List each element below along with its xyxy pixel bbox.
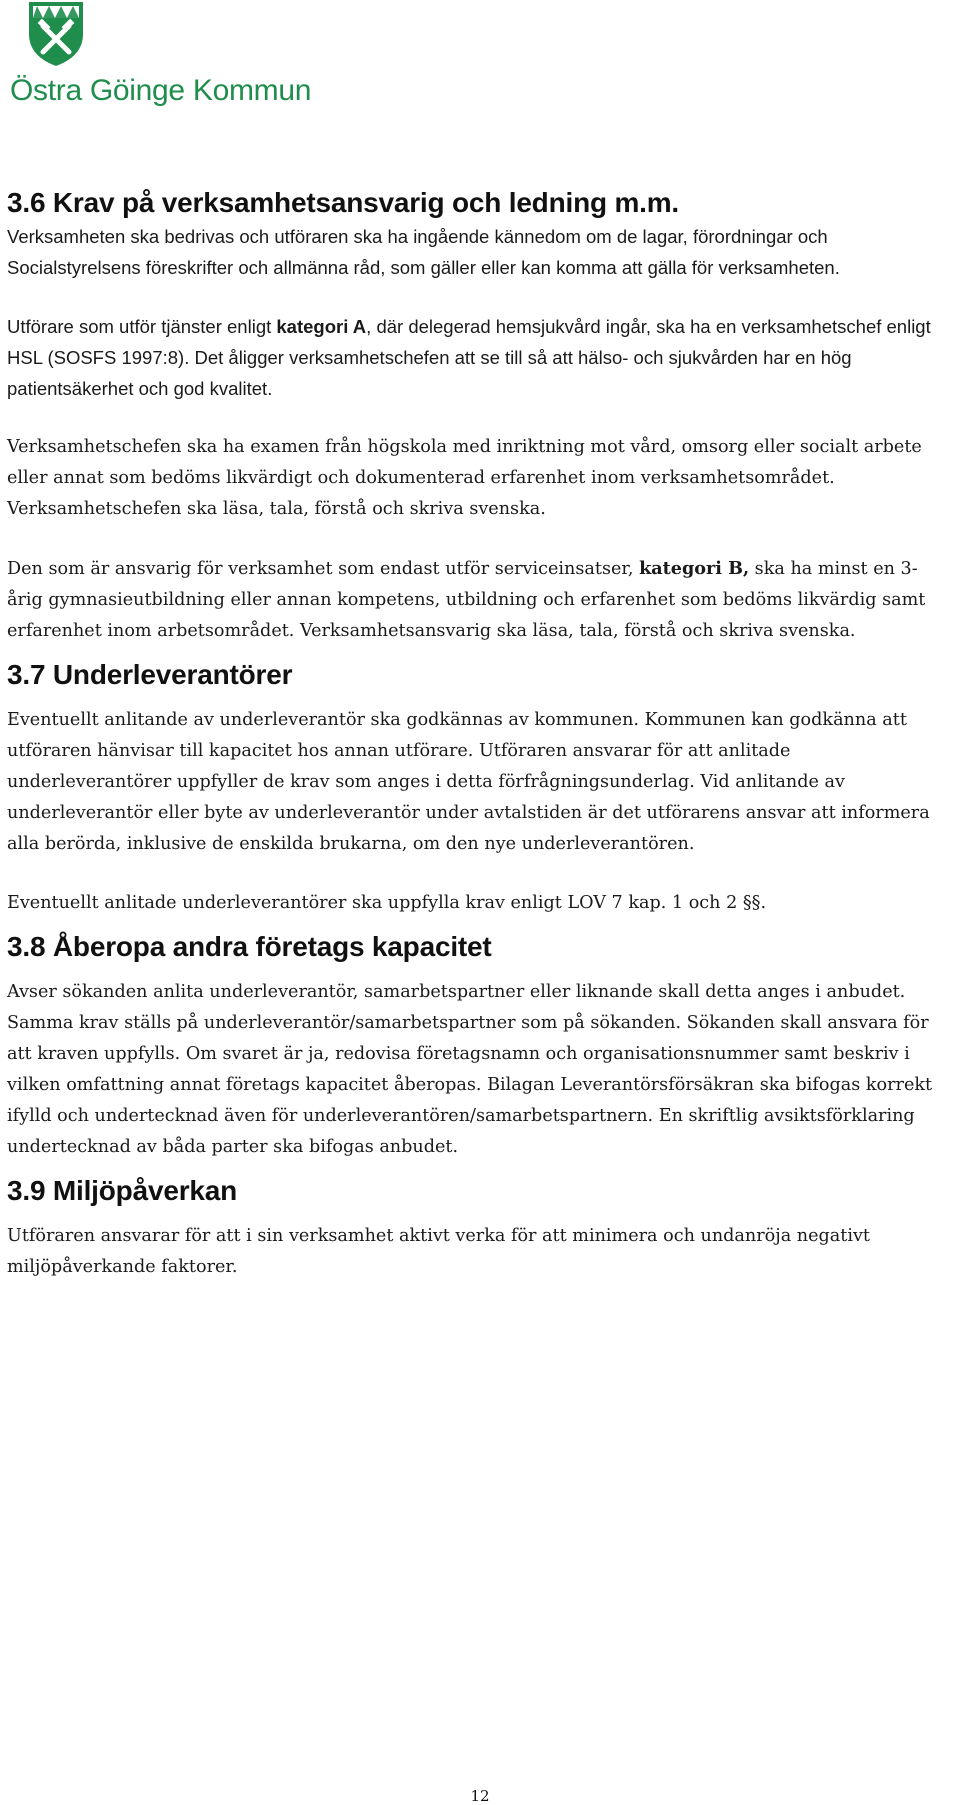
section-3-7-paragraph-2: Eventuellt anlitade underleverantörer ska uppfylla krav enligt LOV 7 kap. 1 och 2 §§. [7, 893, 767, 913]
section-3-8-paragraph-1: Avser sökanden anlita underleverantör, samarbetspartner eller liknande skall detta anges i anbudet. Samma krav ställs på underleverantör/samarbetspartner som på sökanden. Sökanden skall ansvara för att kraven uppfylls. Om svaret är ja, redovisa företagsnamn och organisationsnummer samt beskriv i vilken omfattning annat företags kapacitet åberopas. Bilagan Leverantörsförsäkran ska bifogas korrekt ifylld och undertecknad även för underleverantören/samarbetspartnern. En skriftlig avsiktsförklaring undertecknad av båda parter ska bifogas anbudet. [7, 982, 933, 1157]
section-heading-3-8: 3.8 Åberopa andra företags kapacitet [7, 931, 492, 962]
section-3-6-paragraph-1: Verksamheten ska bedrivas och utföraren ska ha ingående kännedom om de lagar, förordningar och Socialstyrelsens föreskrifter och allmänna råd, som gäller eller kan komma att gälla för verksamheten. [7, 226, 840, 278]
logo-text: Östra Göinge Kommun [10, 74, 312, 107]
section-3-9-paragraph-1: Utföraren ansvarar för att i sin verksamhet aktivt verka för att minimera och undanröja negativt miljöpåverkande faktorer. [7, 1226, 870, 1277]
section-heading-3-9: 3.9 Miljöpåverkan [7, 1175, 238, 1206]
section-heading-3-7: 3.7 Underleverantörer [7, 659, 293, 690]
section-heading-3-6: 3.6 Krav på verksamhetsansvarig och ledning m.m. [7, 187, 680, 218]
category-b-label: kategori B, [639, 558, 750, 579]
section-3-7-paragraph-1: Eventuellt anlitande av underleverantör ska godkännas av kommunen. Kommunen kan godkänna att utföraren hänvisar till kapacitet hos annan utförare. Utföraren ansvarar för att anlitade underleverantörer uppfyller de krav som anges i detta förfrågningsunderlag. Vid anlitande av underleverantör eller byte av underleverantör under avtalstiden är det utförarens ansvar att informera alla berörda, inklusive de enskilda brukarna, om den nye underleverantören. [7, 710, 930, 854]
category-a-label: kategori A [276, 316, 367, 337]
municipality-logo [5, 0, 312, 115]
section-3-6-paragraph-2: Utförare som utför tjänster enligt kategori A, där delegerad hemsjukvård ingår, ska ha en verksamhetschef enligt HSL (SOSFS 1997:8). Det åligger verksamhetschefen att se till så att hälso- och sjukvården har en hög patientsäkerhet och god kvalitet. [7, 316, 931, 399]
document-body [7, 185, 952, 1283]
municipal-coat-of-arms-icon [27, 0, 85, 68]
section-3-6-paragraph-4: Den som är ansvarig för verksamhet som endast utför serviceinsatser, kategori B, ska ha minst en 3-årig gymnasieutbildning eller annan kompetens, utbildning och erfarenhet som bedöms likvärdig samt erfarenhet inom arbetsområdet. Verksamhetsansvarig ska läsa, tala, förstå och skriva svenska. [7, 558, 926, 641]
page-number: 12 [470, 1787, 490, 1805]
section-3-6-paragraph-3: Verksamhetschefen ska ha examen från högskola med inriktning mot vård, omsorg eller socialt arbete eller annat som bedöms likvärdigt och dokumenterad erfarenhet inom verksamhetsområdet. Verksamhetschefen ska läsa, tala, förstå och skriva svenska. [7, 437, 922, 519]
